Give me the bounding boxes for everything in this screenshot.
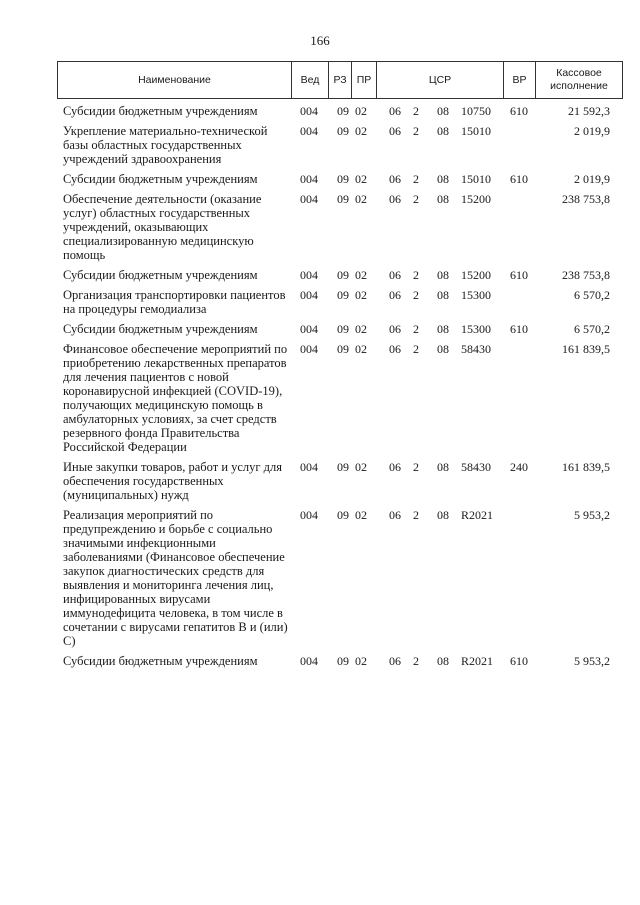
row-ved: 004 xyxy=(300,322,318,336)
row-name: Субсидии бюджетным учреждениям xyxy=(63,268,258,282)
row-ved: 004 xyxy=(300,460,318,474)
row-csr-direction: 10750 xyxy=(461,104,491,118)
row-csr-subprogram: 2 xyxy=(413,104,419,118)
row-ved: 004 xyxy=(300,124,318,138)
row-csr-event: 08 xyxy=(437,508,449,522)
row-csr-program: 06 xyxy=(389,322,401,336)
row-csr-direction: R2021 xyxy=(461,654,494,668)
row-pr: 02 xyxy=(355,342,367,356)
row-rz: 09 xyxy=(337,322,349,336)
row-rz: 09 xyxy=(337,460,349,474)
row-name: Иные закупки товаров, работ и услуг для обеспечения государственных (муниципальных) нужд xyxy=(63,460,283,502)
row-name: Реализация мероприятий по предупреждению и борьбе с социально значимыми инфекционными заболеваниями (Финансовое обеспечение закупок диагностических средств для выявления и мониторинга лечения лиц, инфицированных вирусами иммунодефицита человека, в том числе в сочетании с вирусами гепатитов В и (или) С) xyxy=(63,508,288,648)
row-name: Финансовое обеспечение мероприятий по приобретению лекарственных препаратов для лечения пациентов с новой коронавирусной инфекцией (COVID-19), получающих медицинскую помощь в амбулаторных условиях, за счет средств резервного фонда Правительства Российской Федерации xyxy=(63,342,288,454)
row-csr-program: 06 xyxy=(389,192,401,206)
row-pr: 02 xyxy=(355,192,367,206)
row-csr-subprogram: 2 xyxy=(413,322,419,336)
table-row xyxy=(57,104,622,118)
row-vr: 610 xyxy=(510,172,528,186)
row-csr-event: 08 xyxy=(437,460,449,474)
row-csr-subprogram: 2 xyxy=(413,288,419,302)
row-rz: 09 xyxy=(337,104,349,118)
row-ved: 004 xyxy=(300,104,318,118)
row-ved: 004 xyxy=(300,192,318,206)
row-csr-direction: 15010 xyxy=(461,172,491,186)
table-row xyxy=(57,322,622,336)
row-csr-event: 08 xyxy=(437,124,449,138)
table-row xyxy=(57,268,622,282)
row-csr-subprogram: 2 xyxy=(413,508,419,522)
table-row xyxy=(57,124,622,166)
row-csr-event: 08 xyxy=(437,172,449,186)
header-vr: ВР xyxy=(504,62,536,99)
row-csr-direction: 58430 xyxy=(461,460,491,474)
row-pr: 02 xyxy=(355,124,367,138)
row-csr-program: 06 xyxy=(389,342,401,356)
table-row xyxy=(57,192,622,262)
row-amount: 21 592,3 xyxy=(568,104,610,118)
row-csr-program: 06 xyxy=(389,104,401,118)
row-name: Субсидии бюджетным учреждениям xyxy=(63,172,258,186)
row-csr-subprogram: 2 xyxy=(413,268,419,282)
row-amount: 5 953,2 xyxy=(574,654,610,668)
row-csr-direction: 15300 xyxy=(461,288,491,302)
header-pr: ПР xyxy=(352,62,377,99)
row-rz: 09 xyxy=(337,342,349,356)
header-name: Наименование xyxy=(58,62,292,99)
row-csr-subprogram: 2 xyxy=(413,460,419,474)
row-amount: 6 570,2 xyxy=(574,322,610,336)
row-csr-program: 06 xyxy=(389,172,401,186)
row-rz: 09 xyxy=(337,124,349,138)
row-pr: 02 xyxy=(355,460,367,474)
row-csr-program: 06 xyxy=(389,268,401,282)
row-rz: 09 xyxy=(337,654,349,668)
row-csr-subprogram: 2 xyxy=(413,342,419,356)
row-csr-direction: 58430 xyxy=(461,342,491,356)
row-rz: 09 xyxy=(337,268,349,282)
row-csr-subprogram: 2 xyxy=(413,192,419,206)
row-amount: 238 753,8 xyxy=(562,268,610,282)
row-amount: 161 839,5 xyxy=(562,460,610,474)
row-csr-direction: 15200 xyxy=(461,192,491,206)
header-rz: РЗ xyxy=(329,62,352,99)
row-name: Субсидии бюджетным учреждениям xyxy=(63,654,258,668)
row-ved: 004 xyxy=(300,342,318,356)
header-csr: ЦСР xyxy=(377,62,504,99)
row-csr-program: 06 xyxy=(389,508,401,522)
table-row xyxy=(57,654,622,668)
row-ved: 004 xyxy=(300,508,318,522)
row-csr-subprogram: 2 xyxy=(413,654,419,668)
row-csr-program: 06 xyxy=(389,460,401,474)
row-csr-program: 06 xyxy=(389,124,401,138)
table-row xyxy=(57,172,622,186)
table-body xyxy=(57,104,622,674)
row-vr: 610 xyxy=(510,654,528,668)
table-header xyxy=(57,61,623,99)
row-csr-event: 08 xyxy=(437,268,449,282)
row-csr-subprogram: 2 xyxy=(413,172,419,186)
row-ved: 004 xyxy=(300,268,318,282)
row-pr: 02 xyxy=(355,654,367,668)
row-rz: 09 xyxy=(337,288,349,302)
row-csr-event: 08 xyxy=(437,322,449,336)
row-ved: 004 xyxy=(300,288,318,302)
row-name: Субсидии бюджетным учреждениям xyxy=(63,104,258,118)
row-amount: 2 019,9 xyxy=(574,124,610,138)
table-row xyxy=(57,508,622,648)
row-csr-program: 06 xyxy=(389,654,401,668)
row-vr: 610 xyxy=(510,268,528,282)
row-csr-event: 08 xyxy=(437,342,449,356)
row-csr-event: 08 xyxy=(437,654,449,668)
row-pr: 02 xyxy=(355,268,367,282)
row-csr-direction: 15010 xyxy=(461,124,491,138)
row-vr: 240 xyxy=(510,460,528,474)
table-row xyxy=(57,288,622,316)
row-ved: 004 xyxy=(300,654,318,668)
row-rz: 09 xyxy=(337,192,349,206)
row-csr-event: 08 xyxy=(437,288,449,302)
row-pr: 02 xyxy=(355,322,367,336)
row-pr: 02 xyxy=(355,172,367,186)
row-name: Организация транспортировки пациентов на процедуры гемодиализа xyxy=(63,288,286,316)
page-number: 166 xyxy=(310,33,330,48)
row-name: Укрепление материально-технической базы областных государственных учреждений здравоохранения xyxy=(63,124,268,166)
row-pr: 02 xyxy=(355,508,367,522)
row-ved: 004 xyxy=(300,172,318,186)
row-vr: 610 xyxy=(510,104,528,118)
row-vr: 610 xyxy=(510,322,528,336)
header-amount: Кассовое исполнение xyxy=(536,62,623,99)
row-name: Субсидии бюджетным учреждениям xyxy=(63,322,258,336)
row-csr-event: 08 xyxy=(437,104,449,118)
header-ved: Вед xyxy=(292,62,329,99)
row-amount: 238 753,8 xyxy=(562,192,610,206)
row-rz: 09 xyxy=(337,508,349,522)
row-csr-subprogram: 2 xyxy=(413,124,419,138)
row-amount: 6 570,2 xyxy=(574,288,610,302)
row-pr: 02 xyxy=(355,104,367,118)
row-csr-direction: 15200 xyxy=(461,268,491,282)
row-csr-program: 06 xyxy=(389,288,401,302)
row-amount: 2 019,9 xyxy=(574,172,610,186)
row-name: Обеспечение деятельности (оказание услуг) областных государственных учреждений, оказывающих специализированную медицинскую помощь xyxy=(63,192,262,262)
row-csr-event: 08 xyxy=(437,192,449,206)
row-amount: 161 839,5 xyxy=(562,342,610,356)
row-amount: 5 953,2 xyxy=(574,508,610,522)
row-pr: 02 xyxy=(355,288,367,302)
row-csr-direction: 15300 xyxy=(461,322,491,336)
table-row xyxy=(57,460,622,502)
row-rz: 09 xyxy=(337,172,349,186)
row-csr-direction: R2021 xyxy=(461,508,494,522)
table-row xyxy=(57,342,622,454)
